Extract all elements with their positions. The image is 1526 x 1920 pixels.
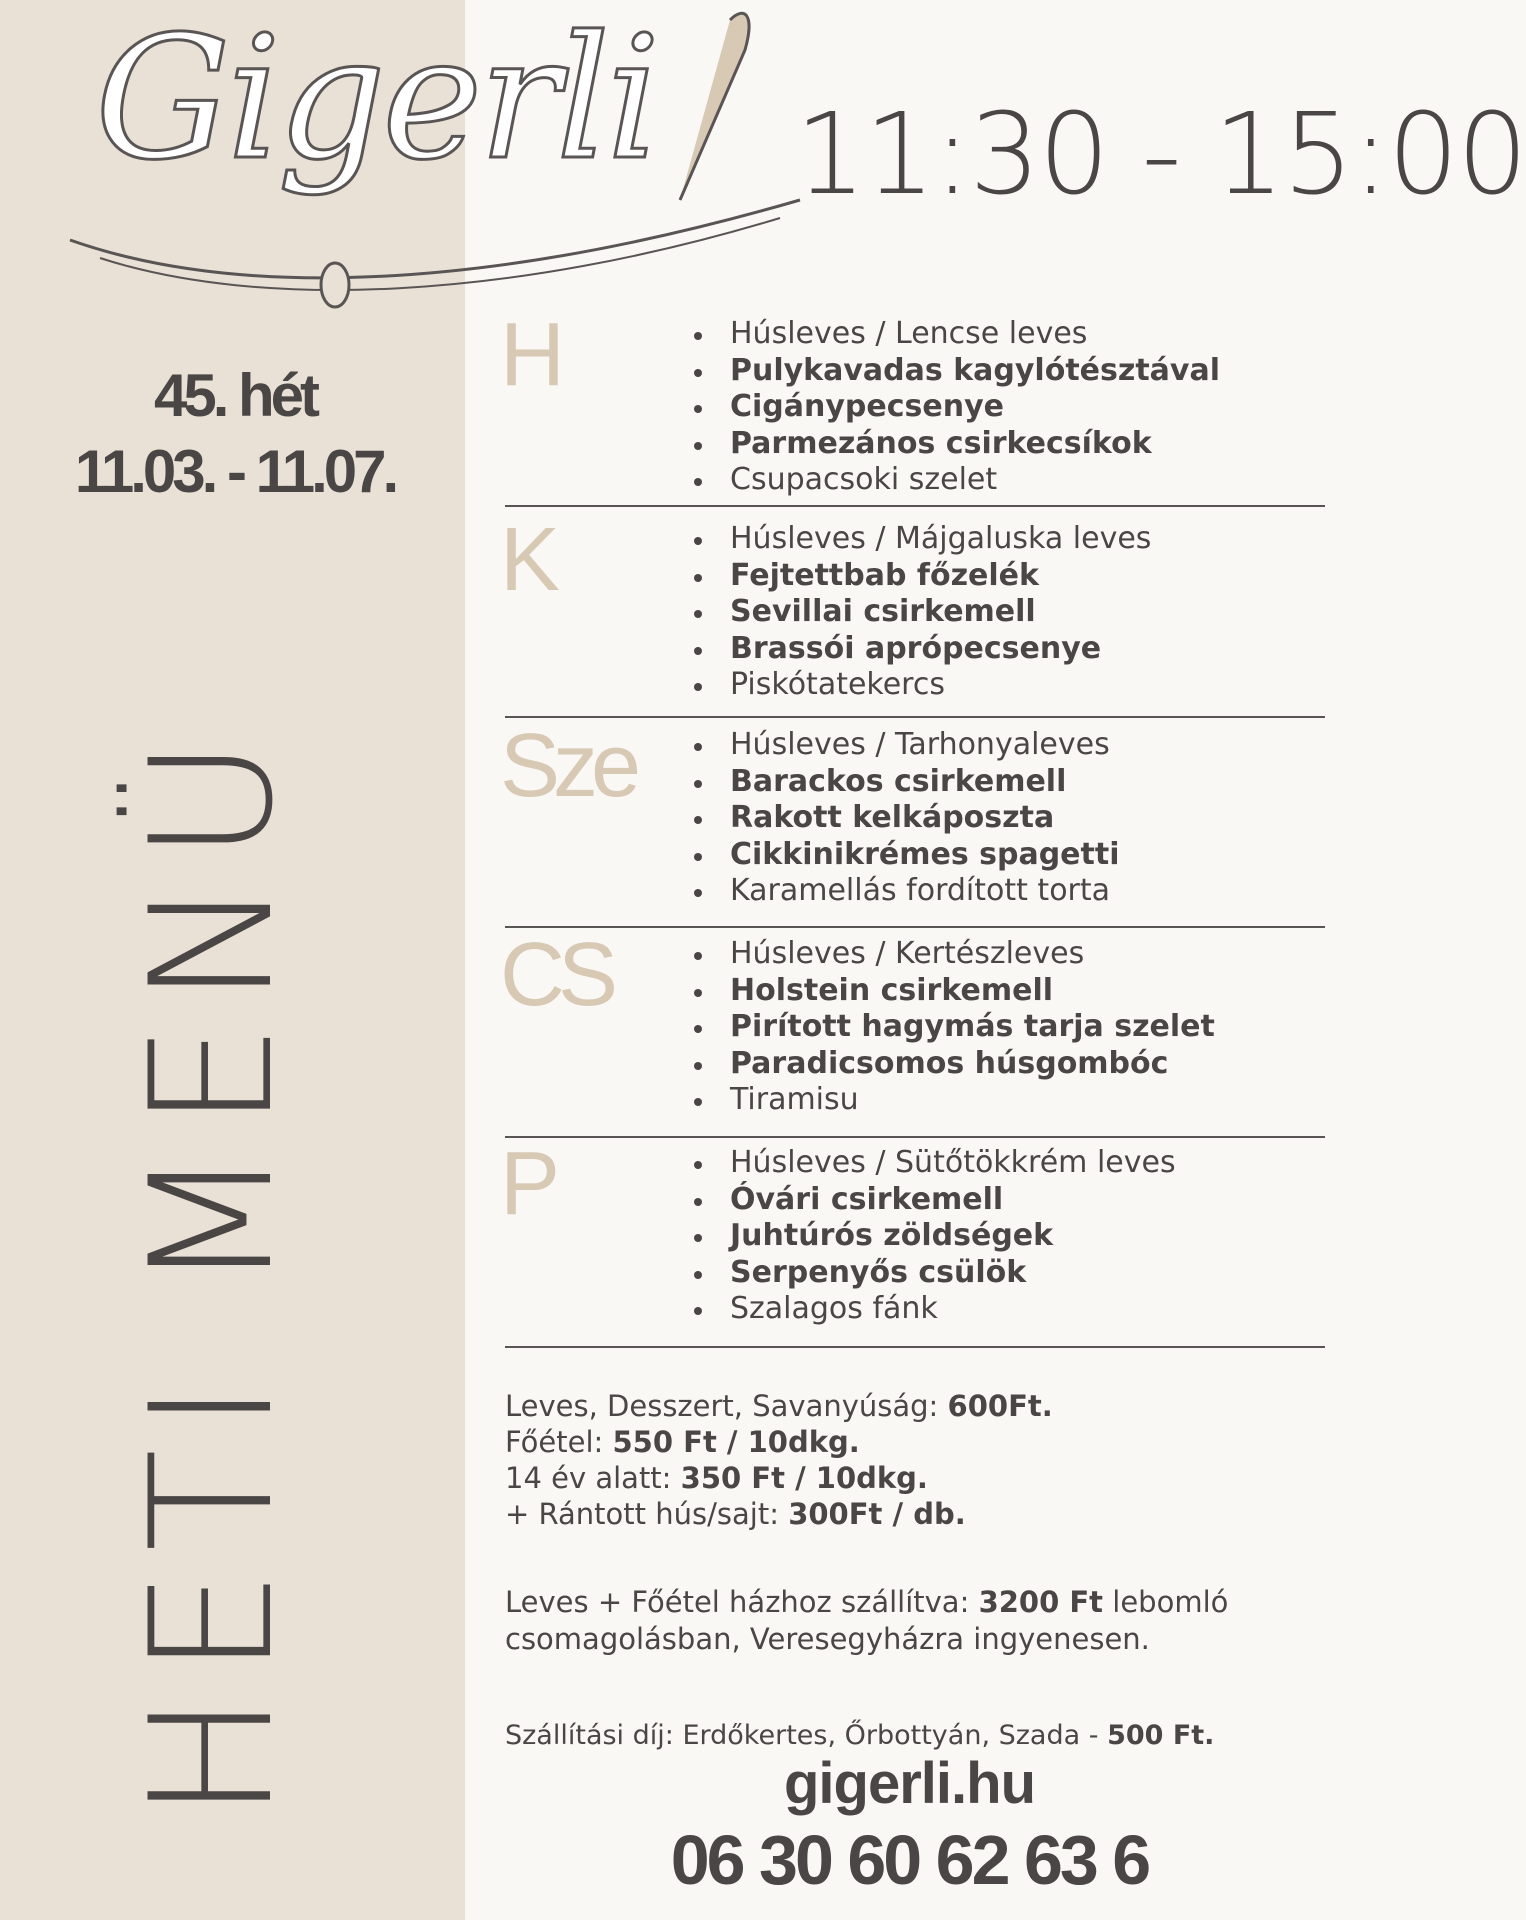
week-dates: 11.03. - 11.07.: [74, 438, 396, 505]
price-value: 600Ft.: [947, 1389, 1053, 1423]
divider: [505, 1346, 1325, 1348]
week-info: [40, 360, 430, 512]
dish-item: Juhtúrós zöldségek: [690, 1218, 1176, 1255]
divider: [505, 926, 1325, 928]
dish-item: Cigánypecsenye: [690, 389, 1220, 426]
day-letter: Sze: [500, 716, 635, 816]
price-line: [505, 1460, 1053, 1496]
price-label: Leves, Desszert, Savanyúság:: [505, 1389, 948, 1423]
price-line: [505, 1388, 1053, 1424]
dish-list: [690, 1145, 1176, 1328]
price-value: 350 Ft / 10dkg.: [680, 1461, 928, 1495]
dish-item: Húsleves / Májgaluska leves: [690, 521, 1151, 558]
price-value: 300Ft / db.: [788, 1497, 966, 1531]
dish-item: Karamellás fordított torta: [690, 873, 1120, 910]
week-number: 45. hét: [153, 362, 317, 429]
delivery-price: 3200 Ft: [978, 1585, 1104, 1619]
delivery-text: lebomló csomagolásban, Veresegyházra ingyenesen.: [505, 1585, 1229, 1656]
day-letter: P: [500, 1134, 554, 1234]
dish-item: Parmezános csirkecsíkok: [690, 426, 1220, 463]
divider: [505, 1136, 1325, 1138]
price-label: + Rántott hús/sajt:: [505, 1497, 789, 1531]
vertical-title: HETI MENÜ: [114, 720, 310, 1820]
dish-item: Sevillai csirkemell: [690, 594, 1151, 631]
dish-item: Serpenyős csülök: [690, 1255, 1176, 1292]
delivery-info: [505, 1584, 1335, 1658]
dish-list: [690, 727, 1120, 910]
dish-list: [690, 316, 1220, 499]
shipping-label: Szállítási díj: Erdőkertes, Őrbottyán, Szada -: [505, 1720, 1108, 1751]
phone-number[interactable]: 06 30 60 62 63 6: [670, 1821, 1149, 1899]
website-link[interactable]: gigerli.hu: [784, 1751, 1035, 1816]
dish-item: Szalagos fánk: [690, 1291, 1176, 1328]
dish-item: Piskótatekercs: [690, 667, 1151, 704]
day-letter: K: [500, 510, 554, 610]
dish-item: Brassói aprópecsenye: [690, 631, 1151, 668]
dish-item: Húsleves / Tarhonyaleves: [690, 727, 1120, 764]
price-label: 14 év alatt:: [505, 1461, 681, 1495]
dish-list: [690, 521, 1151, 704]
dish-item: Paradicsomos húsgombóc: [690, 1046, 1215, 1083]
price-line: [505, 1496, 1053, 1532]
shipping-fee: [505, 1718, 1214, 1754]
dish-item: Óvári csirkemell: [690, 1182, 1176, 1219]
dish-item: Fejtettbab főzelék: [690, 558, 1151, 595]
dish-item: Rakott kelkáposzta: [690, 800, 1120, 837]
dish-item: Húsleves / Sütőtökkrém leves: [690, 1145, 1176, 1182]
opening-hours: 11:30 - 15:00: [795, 90, 1526, 220]
dish-list: [690, 936, 1215, 1119]
dish-item: Holstein csirkemell: [690, 973, 1215, 1010]
price-list: [505, 1388, 1053, 1532]
dish-item: Húsleves / Lencse leves: [690, 316, 1220, 353]
dish-item: Tiramisu: [690, 1082, 1215, 1119]
dish-item: Pirított hagymás tarja szelet: [690, 1009, 1215, 1046]
price-label: Főétel:: [505, 1425, 613, 1459]
dish-item: Barackos csirkemell: [690, 764, 1120, 801]
dish-item: Pulykavadas kagylótésztával: [690, 353, 1220, 390]
day-letter: H: [500, 305, 558, 405]
delivery-text: Leves + Főétel házhoz szállítva:: [505, 1585, 979, 1619]
dish-item: Cikkinikrémes spagetti: [690, 837, 1120, 874]
price-line: [505, 1424, 1053, 1460]
divider: [505, 505, 1325, 507]
dish-item: Csupacsoki szelet: [690, 462, 1220, 499]
day-letter: CS: [500, 925, 612, 1025]
dish-item: Húsleves / Kertészleves: [690, 936, 1215, 973]
shipping-price: 500 Ft.: [1107, 1720, 1215, 1751]
price-value: 550 Ft / 10dkg.: [612, 1425, 860, 1459]
logo-text: Gigerli: [95, 0, 657, 198]
